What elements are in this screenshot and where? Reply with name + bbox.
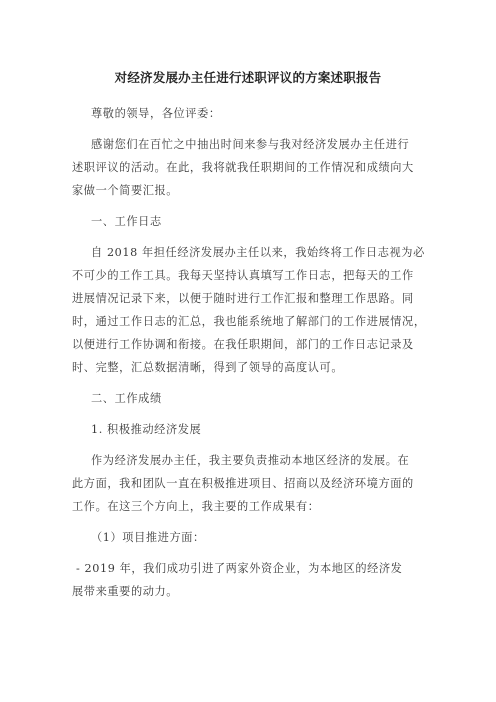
paragraph-line: 时，通过工作日志的汇总，我也能系统地了解部门的工作进展情况， <box>72 315 426 328</box>
paragraph-line: 不可少的工作工具。我每天坚持认真填写工作日志，把每天的工作 <box>72 269 414 282</box>
paragraph-line: 以便进行工作协调和衔接。在我任职期间，部门的工作日志记录及 <box>72 338 414 351</box>
paragraph-line: 家做一个简要汇报。 <box>72 184 179 197</box>
salutation: 尊敬的领导，各位评委： <box>91 107 221 120</box>
paragraph-line: 感谢您们在百忙之中抽出时间来参与我对经济发展办主任进行 <box>91 138 410 151</box>
list-item: - 2019 年，我们成功引进了两家外资企业，为本地区的经济发 <box>76 562 403 575</box>
paragraph-line: 时、完整，汇总数据清晰，得到了领导的高度认可。 <box>72 361 344 374</box>
list-heading: （1）项目推进方面： <box>91 531 205 544</box>
section-heading: 二、工作成绩 <box>91 392 162 405</box>
paragraph-line: 此方面，我和团队一直在积极推进项目、招商以及经济环境方面的 <box>72 477 414 490</box>
section-heading: 一、工作日志 <box>91 215 162 228</box>
paragraph-line: 自 2018 年担任经济发展办主任以来，我始终将工作日志视为必 <box>91 246 425 259</box>
paragraph-line: 作为经济发展办主任，我主要负责推动本地区经济的发展。在 <box>91 454 410 467</box>
document-title: 对经济发展办主任进行述职评议的方案述职报告 <box>114 70 382 85</box>
paragraph-line: 展带来重要的动力。 <box>72 585 179 598</box>
subsection-heading: 1. 积极推动经济发展 <box>91 423 202 436</box>
paragraph-line: 工作。在这三个方向上，我主要的工作成果有： <box>72 500 320 513</box>
paragraph-line: 进展情况记录下来，以便于随时进行工作汇报和整理工作思路。同 <box>72 292 414 305</box>
paragraph-line: 述职评议的活动。在此，我将就我任职期间的工作情况和成绩向大 <box>72 161 414 174</box>
